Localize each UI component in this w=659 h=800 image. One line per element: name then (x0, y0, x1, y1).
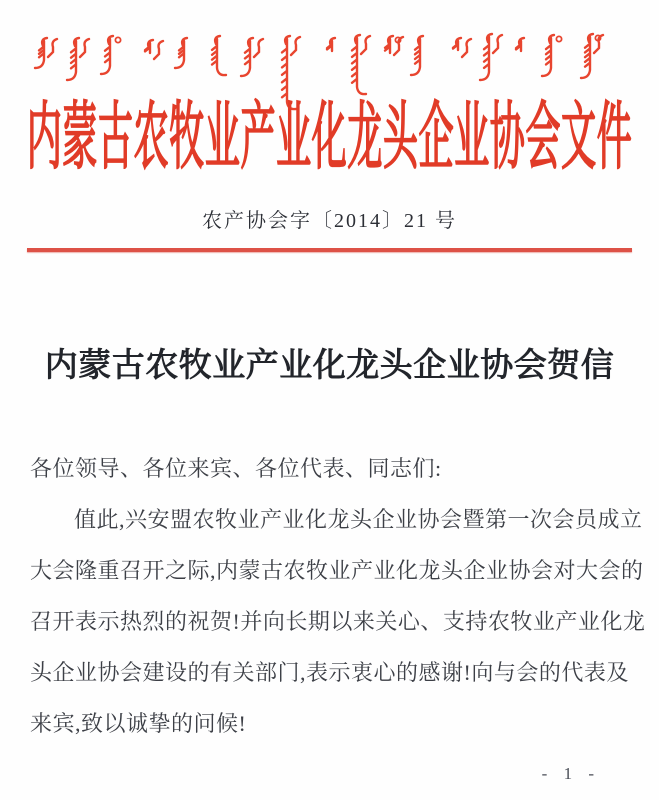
salutation-line: 各位领导、各位来宾、各位代表、同志们: (30, 456, 442, 481)
body-line: 来宾,致以诚挚的问候! (30, 711, 247, 736)
page-number: - 1 - (541, 764, 600, 783)
body-line: 召开表示热烈的祝贺!并向长期以来关心、支持农牧业产业化龙 (30, 609, 646, 634)
banner-title: 内蒙古农牧业产业化龙头企业协会文件 (26, 97, 633, 179)
body-line: 大会隆重召开之际,内蒙古农牧业产业化龙头企业协会对大会的 (30, 558, 644, 583)
red-header-banner (0, 96, 659, 180)
body-line: 头企业协会建设的有关部门,表示衷心的感谢!向与会的代表及 (30, 660, 629, 685)
red-divider-line (27, 248, 632, 252)
letter-title: 内蒙古农牧业产业化龙头企业协会贺信 (44, 348, 615, 384)
letter-body (30, 443, 646, 749)
document-number: 农产协会字〔2014〕21 号 (202, 210, 457, 232)
body-line: 值此,兴安盟农牧业产业化龙头企业协会暨第一次会员成立 (74, 507, 643, 532)
